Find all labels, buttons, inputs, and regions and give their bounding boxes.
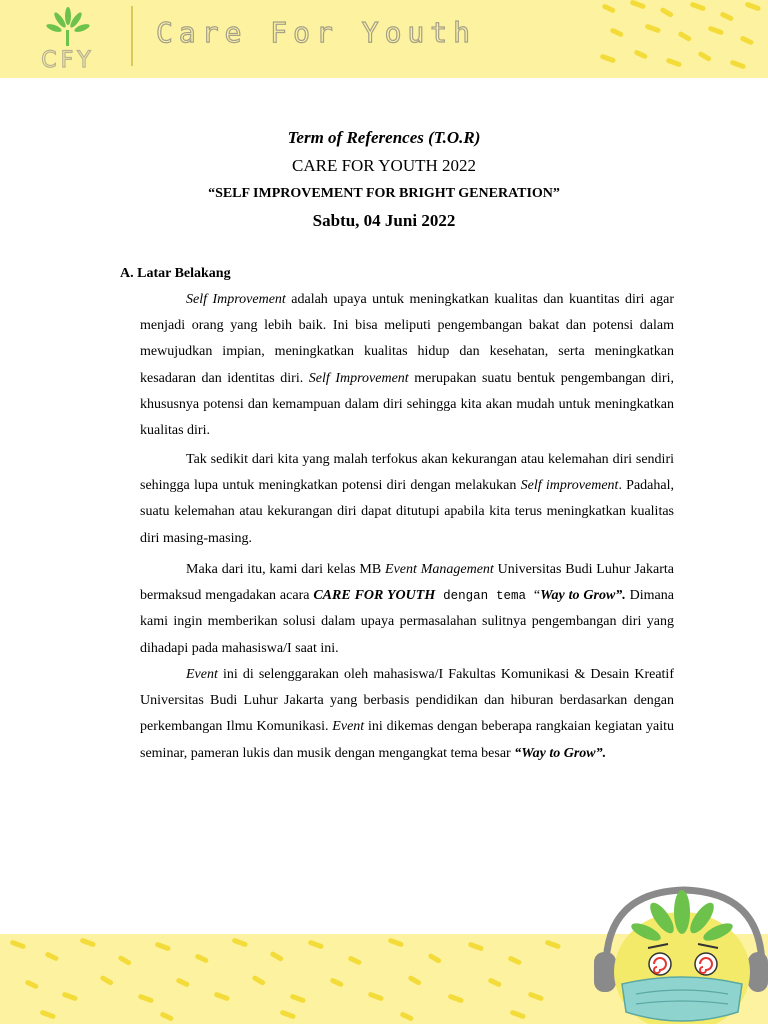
header-band [0,0,768,78]
p4-text-1: ini di selenggarakan oleh mahasiswa/I Fakultas Komunikasi & Desain Kreatif Universitas Budi Luhur Jakarta yang berbasis pendidikan dan hiburan berdasarkan dengan perkembangan Ilmu Komunikasi. [140,667,674,735]
p2-italic-1: Self improvement [520,478,619,494]
p3-mono-1: dengan tema [435,589,534,604]
p3-text-1: Maka dari itu, kami dari kelas MB [186,562,386,577]
p3-text-3: Dimana kami ingin memberikan solusi dalam upaya permasalahan sulitnya pengembangan diri yang dihadapi pada mahasiswa/I saat ini. [140,588,674,656]
p1-text-2: merupakan suatu bentuk pengembangan diri, khususnya potensi dan kemampuan dalam diri sehingga kita akan mudah untuk meningkatkan kualitas diri. [140,370,674,439]
tree-icon [45,7,90,46]
header-divider [131,6,133,66]
event-title: CARE FOR YOUTH 2022 [291,156,477,175]
paragraph-2 [140,447,674,552]
header-dash-pattern [590,0,768,78]
event-date: Sabtu, 04 Juni 2022 [312,211,456,230]
footer-dash-pattern [0,934,580,1024]
p4-text-2: ini dikemas dengan beberapa rangkaian kegiatan yaitu seminar, pameran lukis dan musik dengan mengangkat tema besar [140,719,674,761]
p4-italic-1: Event [186,667,218,682]
p1-text-1: adalah upaya untuk meningkatkan kualitas dan kuantitas diri agar menjadi orang yang lebih baik. Ini bisa meliputi pengembangan bakat dan potensi dalam mewujudkan impian, meningkatkan kualitas hidup dan kesehatan, serta meningkatkan kesadaran dan identitas diri. [140,292,674,386]
p2-text-2: . Padahal, suatu kelemahan atau kekurangan diri dapat ditutupi apabila kita terus meningkatkan kualitas diri masing-masing. [140,478,674,546]
p1-italic-1: Self Improvement [186,292,286,307]
p3-quote-open: “ [533,588,541,604]
p1-italic-2: Self Improvement [308,370,409,386]
p4-bold-italic-1: “Way to Grow”. [514,745,607,761]
paragraph-1 [140,287,674,444]
paragraph-3 [140,557,674,662]
logo-text: CFY [41,48,95,72]
document-title: Term of References (T.O.R) [287,128,481,147]
paragraph-4 [140,662,674,767]
face-mask-icon [622,977,742,1021]
p3-italic-1: Event Management [385,562,494,577]
cfy-logo [18,4,118,72]
p3-text-2: Universitas Budi Luhur Jakarta bermaksud mengadakan acara [140,562,674,604]
event-theme: “SELF IMPROVEMENT FOR BRIGHT GENERATION” [208,186,560,201]
p2-text-1: Tak sedikit dari kita yang malah terfokus akan kekurangan atau kelemahan diri sendiri sehingga lupa untuk meningkatkan potensi diri dengan melakukan [140,452,674,494]
mascot-illustration [592,872,768,1024]
p4-italic-2: Event [332,719,365,735]
p3-bold-italic-2: Way to Grow”. [540,588,626,604]
brand-title: Care For Youth [156,16,477,49]
p3-bold-italic-1: CARE FOR YOUTH [313,588,436,604]
section-heading: A. Latar Belakang [120,266,231,281]
